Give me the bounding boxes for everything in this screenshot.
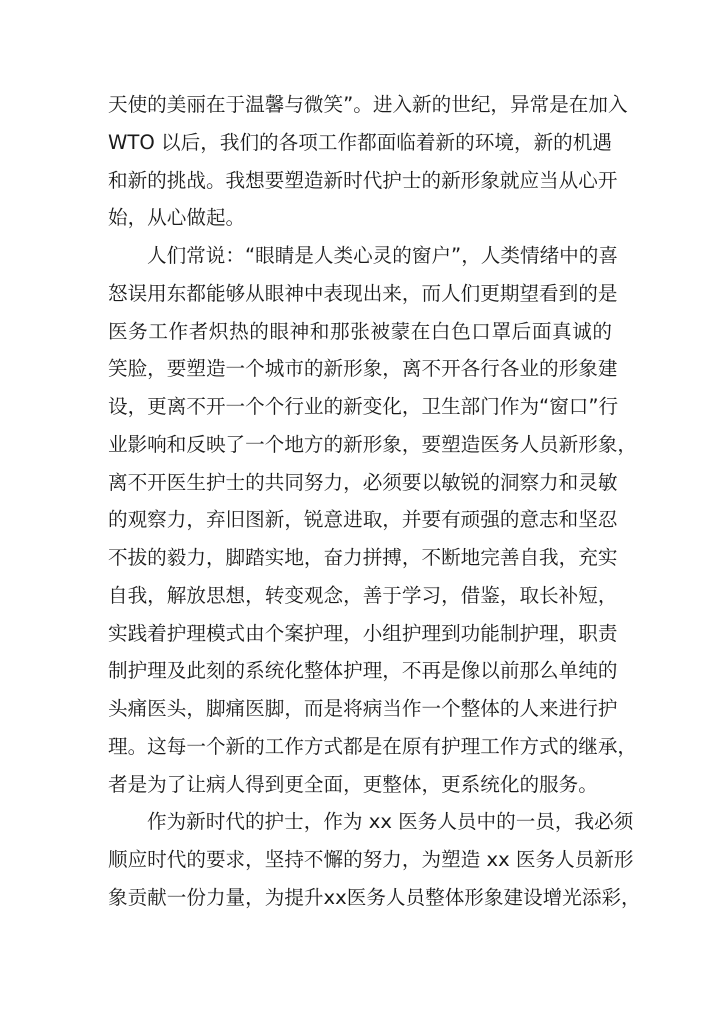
paragraph-3 <box>108 803 641 916</box>
text-line: 象贡献一份力量，为提升xx医务人员整体形象建设增光添彩， <box>108 885 641 909</box>
paragraph-1 <box>108 86 628 237</box>
text-line: 不拔的毅力，脚踏实地，奋力拼搏，不断地完善自我，充实 <box>108 546 618 569</box>
text-line: 理。这每一个新的工作方式都是在原有护理工作方式的继承， <box>108 734 638 758</box>
text-line: 作为新时代的护士，作为 xx 医务人员中的一员，我必须 <box>147 810 634 834</box>
text-line: 实践着护理模式由个案护理，小组护理到功能制护理，职责 <box>108 621 618 645</box>
text-line: 头痛医头，脚痛医脚，而是将病当作一个整体的人来进行护 <box>108 697 618 720</box>
text-line: 业影响和反映了一个地方的新形象，要塑造医务人员新形象， <box>108 432 638 456</box>
text-line: 天使的美丽在于温馨与微笑”。进入新的世纪，异常是在加入 <box>108 93 628 116</box>
text-line: 的观察力，弃旧图新，锐意进取，并要有顽强的意志和坚忍 <box>108 508 618 532</box>
text-line: 制护理及此刻的系统化整体护理，不再是像以前那么单纯的 <box>108 659 618 683</box>
text-line: 者是为了让病人得到更全面，更整体，更系统化的服务。 <box>108 772 598 796</box>
document-page <box>108 86 641 917</box>
text-line: 人们常说：“眼睛是人类心灵的窗户”，人类情绪中的喜 <box>147 244 618 267</box>
text-line: 设，更离不开一个个行业的新变化，卫生部门作为“窗口”行 <box>108 395 619 418</box>
paragraph-2 <box>108 237 638 803</box>
text-line: 笑脸，要塑造一个城市的新形象，离不开各行各业的形象建 <box>108 357 618 381</box>
text-line: 离不开医生护士的共同努力，必须要以敏锐的洞察力和灵敏 <box>108 470 618 494</box>
text-line: 怒误用东都能够从眼神中表现出来，而人们更期望看到的是 <box>108 281 618 305</box>
text-line: 始，从心做起。 <box>108 206 246 230</box>
text-line: 和新的挑战。我想要塑造新时代护士的新形象就应当从心开 <box>108 168 618 192</box>
text-line: 医务工作者炽热的眼神和那张被蒙在白色口罩后面真诚的 <box>108 319 612 343</box>
text-line: 顺应时代的要求，坚持不懈的努力，为塑造 xx 医务人员新形 <box>108 848 634 871</box>
text-line: 自我，解放思想，转变观念，善于学习，借鉴，取长补短， <box>108 583 618 607</box>
text-line: WTO 以后，我们的各项工作都面临着新的环境，新的机遇 <box>108 130 612 154</box>
